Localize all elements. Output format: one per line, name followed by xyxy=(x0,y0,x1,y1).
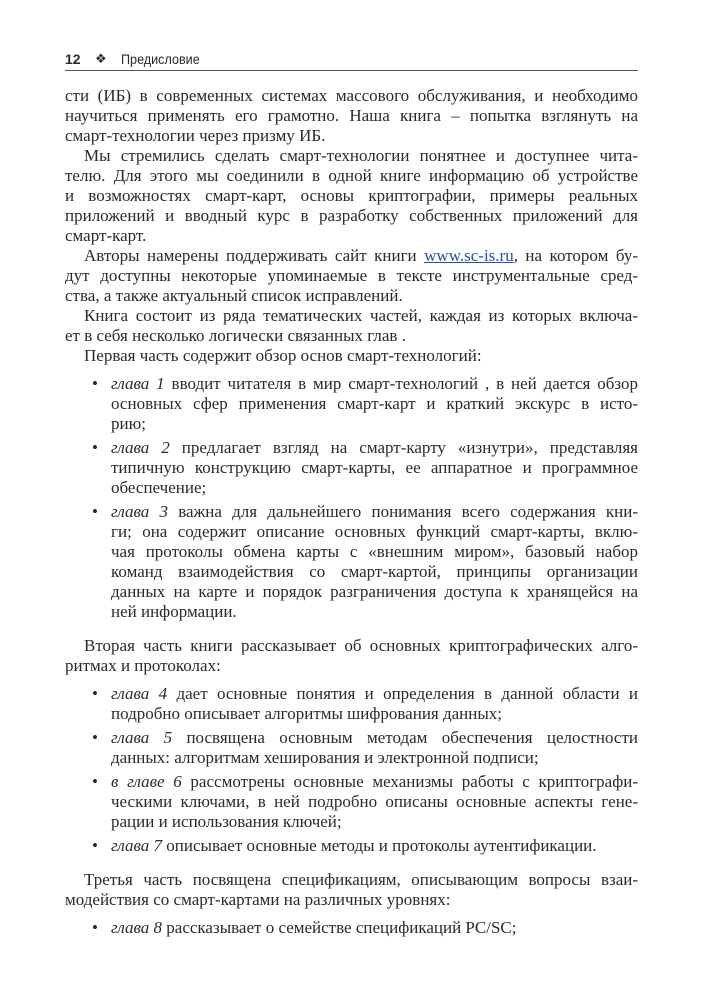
bullet-icon: • xyxy=(92,728,98,747)
bullet-icon: • xyxy=(92,772,98,791)
text-span: ритмах и протоколах: xyxy=(65,656,221,675)
text-span: типичную конструкцию смарт-карты, ее аппаратное и программное xyxy=(111,458,638,477)
text-span: команд взаимодействия со смарт-картой, принципы организации xyxy=(111,562,638,581)
paragraph xyxy=(65,346,638,366)
text-span: важна для дальнейшего понимания всего содержания кни- xyxy=(168,502,639,521)
text-line xyxy=(65,226,638,246)
text-span: научиться применять его грамотно. Наша книга – попытка взглянуть на xyxy=(65,106,638,125)
page-number: 12 xyxy=(65,51,81,67)
text-line xyxy=(65,656,638,676)
text-line xyxy=(65,286,638,306)
text-line xyxy=(111,684,638,704)
list-item xyxy=(65,374,638,434)
text-line xyxy=(65,326,638,346)
bullet-icon: • xyxy=(92,836,98,855)
chapter-reference: глава 2 xyxy=(111,438,170,457)
text-line xyxy=(111,374,638,394)
chapter-reference: глава 3 xyxy=(111,502,168,521)
text-line xyxy=(65,346,638,366)
text-line xyxy=(111,836,638,856)
text-line xyxy=(65,206,638,226)
bullet-list xyxy=(65,684,638,856)
text-line xyxy=(111,918,638,938)
text-line xyxy=(111,728,638,748)
paragraph xyxy=(65,146,638,246)
text-span: Вторая часть книги рассказывает об основных криптографических алго- xyxy=(84,636,638,655)
text-span: Книга состоит из ряда тематических частей, каждая из которых включа- xyxy=(84,306,638,325)
bullet-list xyxy=(65,918,638,938)
list-item xyxy=(65,438,638,498)
bullet-icon: • xyxy=(92,684,98,703)
text-span: смарт-технологии через призму ИБ. xyxy=(65,126,326,145)
bullet-list xyxy=(65,374,638,622)
text-line xyxy=(111,792,638,812)
text-span: Первая часть содержит обзор основ смарт-технологий: xyxy=(84,346,482,365)
bullet-icon: • xyxy=(92,502,98,521)
text-line xyxy=(65,166,638,186)
bullet-icon: • xyxy=(92,918,98,937)
text-line xyxy=(65,306,638,326)
text-span: и возможностях смарт-карт, основы криптографии, примеры реальных xyxy=(65,186,638,205)
text-line xyxy=(65,636,638,656)
text-span: рассмотрены основные механизмы работы с криптографи- xyxy=(181,772,638,791)
text-span: вводит читателя в мир смарт-технологий , в ней дается обзор xyxy=(164,374,638,393)
text-span: телю. Для этого мы соединили в одной книге информацию об устройстве xyxy=(65,166,638,185)
text-span: ги; она содержит описание основных функций смарт-карты, вклю- xyxy=(111,522,638,541)
chapter-reference: глава 5 xyxy=(111,728,173,747)
text-line xyxy=(65,146,638,166)
text-line xyxy=(111,502,638,522)
text-span: рассказывает о семействе спецификаций PC/SC; xyxy=(162,918,517,937)
text-line xyxy=(65,86,638,106)
text-span: предлагает взгляд на смарт-карту «изнутри», представляя xyxy=(169,438,638,457)
page-body xyxy=(65,86,638,952)
text-line xyxy=(111,582,638,602)
text-line xyxy=(65,126,638,146)
paragraph xyxy=(65,86,638,146)
chapter-reference: глава 7 xyxy=(111,836,163,855)
text-line xyxy=(111,394,638,414)
running-header xyxy=(65,48,638,70)
text-span: Авторы намерены поддерживать сайт книги xyxy=(84,246,425,265)
text-span: Мы стремились сделать смарт-технологии понятнее и доступнее чита- xyxy=(84,146,638,165)
text-span: ства, а также актуальный список исправлений. xyxy=(65,286,403,305)
text-line xyxy=(65,890,638,910)
list-item xyxy=(65,836,638,856)
list-item xyxy=(65,502,638,622)
header-rule xyxy=(65,70,638,71)
chapter-reference: глава 4 xyxy=(111,684,168,703)
text-span: ет в себя несколько логически связанных глав . xyxy=(65,326,406,345)
website-link[interactable]: www.sc-is.ru xyxy=(424,246,514,265)
ornament-icon: ❖ xyxy=(95,51,107,66)
section-title: Предисловие xyxy=(121,51,200,67)
text-line xyxy=(65,186,638,206)
text-line xyxy=(111,562,638,582)
text-span: приложений и вводный курс в разработку собственных приложений для xyxy=(65,206,638,225)
bullet-icon: • xyxy=(92,374,98,393)
text-line xyxy=(111,438,638,458)
text-span: описывает основные методы и протоколы аутентификации. xyxy=(162,836,597,855)
chapter-reference: в главе 6 xyxy=(111,772,182,791)
bullet-icon: • xyxy=(92,438,98,457)
paragraph xyxy=(65,636,638,676)
text-line xyxy=(65,106,638,126)
list-item xyxy=(65,918,638,938)
list-item xyxy=(65,684,638,724)
text-span: данных на карте и порядок разграничения доступа к хранящейся на xyxy=(111,582,638,601)
text-line xyxy=(111,458,638,478)
text-span: рию; xyxy=(111,414,147,433)
text-span: Третья часть посвящена спецификациям, описывающим вопросы взаи- xyxy=(84,870,638,889)
text-span: обеспечение; xyxy=(111,478,207,497)
text-span: чая протоколы обмена карты с «внешним миром», базовый набор xyxy=(111,542,638,561)
text-line xyxy=(65,246,638,266)
text-span: смарт-карт. xyxy=(65,226,147,245)
text-line xyxy=(111,478,638,498)
text-line xyxy=(111,602,638,622)
text-span: дает основные понятия и определения в данной области и xyxy=(167,684,638,703)
text-line xyxy=(65,266,638,286)
text-span: подробно описывает алгоритмы шифрования данных; xyxy=(111,704,503,723)
text-span: посвящена основным методам обеспечения целостности xyxy=(172,728,638,747)
list-item xyxy=(65,772,638,832)
text-line xyxy=(111,748,638,768)
paragraph xyxy=(65,870,638,910)
text-span: рации и использования ключей; xyxy=(111,812,342,831)
text-line xyxy=(111,812,638,832)
text-span: данных: алгоритмам хеширования и электронной подписи; xyxy=(111,748,539,767)
paragraph xyxy=(65,246,638,306)
text-span: модействия со смарт-картами на различных уровнях: xyxy=(65,890,451,909)
text-line xyxy=(111,704,638,724)
text-line xyxy=(111,542,638,562)
paragraph xyxy=(65,306,638,346)
text-span: ней информации. xyxy=(111,602,237,621)
chapter-reference: глава 1 xyxy=(111,374,165,393)
text-line xyxy=(65,870,638,890)
text-line xyxy=(111,414,638,434)
text-line xyxy=(111,522,638,542)
text-span: сти (ИБ) в современных системах массового обслуживания, и необходимо xyxy=(65,86,638,105)
chapter-reference: глава 8 xyxy=(111,918,163,937)
text-span: ческими ключами, в ней подробно описаны основные аспекты гене- xyxy=(111,792,638,811)
text-line xyxy=(111,772,638,792)
list-item xyxy=(65,728,638,768)
text-span: , на котором бу- xyxy=(513,246,638,265)
text-span: дут доступны некоторые упоминаемые в тексте инструментальные сред- xyxy=(65,266,638,285)
text-span: основных сфер применения смарт-карт и краткий экскурс в исто- xyxy=(111,394,638,413)
